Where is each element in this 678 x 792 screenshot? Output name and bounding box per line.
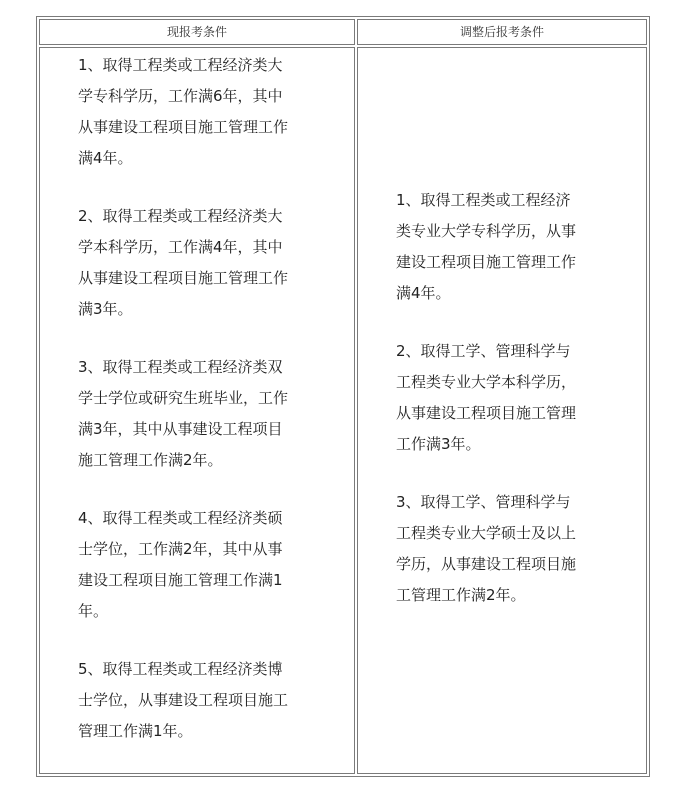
condition-line: 满3年，其中从事建设工程项目 — [78, 420, 283, 438]
current-condition-5 — [78, 654, 288, 747]
condition-line: 工程类专业大学硕士及以上 — [396, 524, 577, 542]
condition-line: 建设工程项目施工管理工作 — [396, 253, 577, 271]
header-current-label: 现报考条件 — [166, 25, 227, 39]
condition-line: 满4年。 — [396, 284, 451, 302]
condition-line: 工程类专业大学本科学历， — [396, 373, 577, 391]
condition-line: 工管理工作满2年。 — [396, 586, 526, 604]
condition-line: 从事建设工程项目施工管理工作 — [78, 269, 289, 287]
condition-line: 满3年。 — [78, 300, 133, 318]
condition-line: 学历，从事建设工程项目施 — [396, 555, 577, 573]
condition-line: 士学位，从事建设工程项目施工 — [78, 691, 289, 709]
condition-line: 从事建设工程项目施工管理工作 — [78, 118, 289, 136]
condition-line: 4、取得工程类或工程经济类硕 — [78, 509, 283, 527]
header-adjusted-conditions — [357, 19, 647, 45]
condition-line: 学专科学历，工作满6年，其中 — [78, 87, 283, 105]
adjusted-condition-3 — [396, 487, 576, 611]
adjusted-condition-2 — [396, 336, 576, 460]
condition-line: 士学位，工作满2年，其中从事 — [78, 540, 283, 558]
current-condition-4 — [78, 503, 283, 627]
condition-line: 从事建设工程项目施工管理 — [396, 404, 577, 422]
condition-line: 满4年。 — [78, 149, 133, 167]
adjusted-condition-1 — [396, 185, 576, 309]
condition-line: 3、取得工学、管理科学与 — [396, 493, 571, 511]
condition-line: 年。 — [78, 602, 109, 620]
condition-line: 管理工作满1年。 — [78, 722, 193, 740]
current-condition-2 — [78, 201, 288, 325]
condition-line: 1、取得工程类或工程经济 — [396, 191, 571, 209]
condition-line: 1、取得工程类或工程经济类大 — [78, 56, 283, 74]
condition-line: 工作满3年。 — [396, 435, 481, 453]
condition-line: 5、取得工程类或工程经济类博 — [78, 660, 283, 678]
current-condition-1 — [78, 50, 288, 174]
header-current-conditions — [39, 19, 355, 45]
condition-line: 2、取得工程类或工程经济类大 — [78, 207, 283, 225]
condition-line: 学本科学历，工作满4年，其中 — [78, 238, 283, 256]
header-adjusted-label: 调整后报考条件 — [459, 25, 544, 39]
condition-line: 类专业大学专科学历，从事 — [396, 222, 577, 240]
condition-line: 施工管理工作满2年。 — [78, 451, 223, 469]
condition-line: 建设工程项目施工管理工作满1 — [78, 571, 283, 589]
condition-line: 学士学位或研究生班毕业，工作 — [78, 389, 289, 407]
current-condition-3 — [78, 352, 288, 476]
condition-line: 3、取得工程类或工程经济类双 — [78, 358, 283, 376]
condition-line: 2、取得工学、管理科学与 — [396, 342, 571, 360]
